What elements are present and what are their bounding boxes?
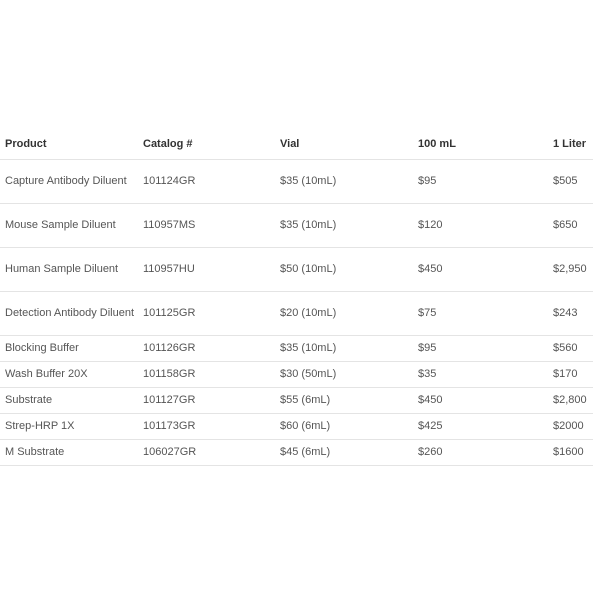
cell-1-liter-price: $2,950 [551, 248, 593, 292]
header-product: Product [0, 128, 138, 160]
cell-product: Strep-HRP 1X [0, 414, 138, 440]
cell-product: M Substrate [0, 440, 138, 466]
cell-vial-price: $50 (10mL) [275, 248, 413, 292]
table-row [0, 160, 593, 204]
table-row [0, 414, 593, 440]
price-table [0, 128, 593, 466]
cell-catalog-number: 106027GR [138, 440, 275, 466]
table-row [0, 388, 593, 414]
price-table-container [0, 128, 600, 466]
cell-product: Human Sample Diluent [0, 248, 138, 292]
cell-vial-price: $55 (6mL) [275, 388, 413, 414]
cell-100ml-price: $260 [413, 440, 551, 466]
cell-vial-price: $35 (10mL) [275, 336, 413, 362]
cell-100ml-price: $35 [413, 362, 551, 388]
cell-product: Substrate [0, 388, 138, 414]
cell-vial-price: $35 (10mL) [275, 204, 413, 248]
cell-1-liter-price: $170 [551, 362, 593, 388]
table-row [0, 440, 593, 466]
cell-100ml-price: $120 [413, 204, 551, 248]
cell-1-liter-price: $2,800 [551, 388, 593, 414]
cell-vial-price: $45 (6mL) [275, 440, 413, 466]
cell-product: Detection Antibody Diluent [0, 292, 138, 336]
cell-catalog-number: 101173GR [138, 414, 275, 440]
cell-vial-price: $20 (10mL) [275, 292, 413, 336]
header-vial: Vial [275, 128, 413, 160]
cell-100ml-price: $95 [413, 336, 551, 362]
cell-vial-price: $60 (6mL) [275, 414, 413, 440]
cell-catalog-number: 110957MS [138, 204, 275, 248]
cell-catalog-number: 101125GR [138, 292, 275, 336]
cell-catalog-number: 101124GR [138, 160, 275, 204]
header-1-liter: 1 Liter [551, 128, 593, 160]
cell-100ml-price: $450 [413, 248, 551, 292]
cell-100ml-price: $450 [413, 388, 551, 414]
cell-1-liter-price: $243 [551, 292, 593, 336]
cell-100ml-price: $425 [413, 414, 551, 440]
cell-100ml-price: $75 [413, 292, 551, 336]
cell-product: Wash Buffer 20X [0, 362, 138, 388]
table-row [0, 248, 593, 292]
cell-catalog-number: 110957HU [138, 248, 275, 292]
header-catalog-number: Catalog # [138, 128, 275, 160]
cell-1-liter-price: $505 [551, 160, 593, 204]
cell-1-liter-price: $1600 [551, 440, 593, 466]
cell-1-liter-price: $2000 [551, 414, 593, 440]
cell-catalog-number: 101126GR [138, 336, 275, 362]
table-row [0, 204, 593, 248]
cell-product: Capture Antibody Diluent [0, 160, 138, 204]
cell-product: Mouse Sample Diluent [0, 204, 138, 248]
table-row [0, 336, 593, 362]
table-header-row [0, 128, 593, 160]
cell-1-liter-price: $560 [551, 336, 593, 362]
cell-product: Blocking Buffer [0, 336, 138, 362]
cell-vial-price: $30 (50mL) [275, 362, 413, 388]
table-row [0, 292, 593, 336]
cell-100ml-price: $95 [413, 160, 551, 204]
header-100-ml: 100 mL [413, 128, 551, 160]
cell-vial-price: $35 (10mL) [275, 160, 413, 204]
cell-catalog-number: 101127GR [138, 388, 275, 414]
table-row [0, 362, 593, 388]
cell-1-liter-price: $650 [551, 204, 593, 248]
cell-catalog-number: 101158GR [138, 362, 275, 388]
